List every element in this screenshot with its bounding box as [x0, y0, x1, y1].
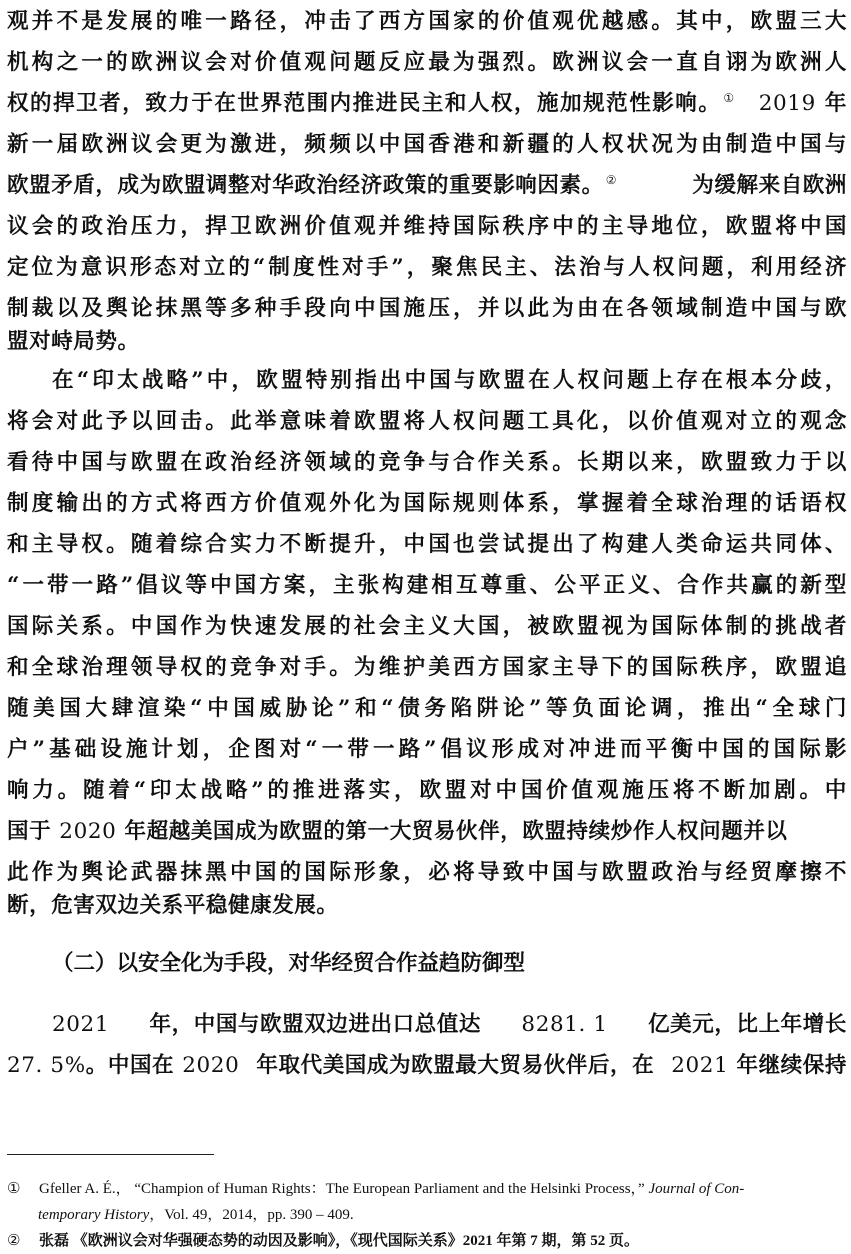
text-line: 和主导权。随着综合实力不断提升，中国也尝试提出了构建人类命运共同体、: [7, 532, 847, 557]
footnote-number: ①: [7, 1181, 21, 1197]
journal-title: Journal of Con-: [648, 1181, 745, 1197]
text-line: 户”基础设施计划，企图对“一带一路”倡议形成对冲进而平衡中国的国际影: [7, 737, 847, 762]
year: 2021: [52, 1012, 110, 1037]
text-segment: 欧盟矛盾，成为欧盟调整对华政治经济政策的重要影响因素。: [7, 173, 604, 198]
text-line: 断，危害双边关系平稳健康发展。: [7, 893, 339, 918]
footnote-1-continuation: [38, 1202, 354, 1228]
text-segment: 为缓解来自欧洲: [692, 173, 847, 198]
year: 2021: [671, 1053, 729, 1078]
footnote-text: ，Vol. 49，2014，pp. 390 – 409.: [149, 1207, 354, 1223]
text-segment: 国于: [7, 819, 52, 844]
text-line: “一带一路”倡议等中国方案，主张构建相互尊重、公平正义、合作共赢的新型: [7, 573, 847, 598]
text-line: 随美国大肆渲染“中国威胁论”和“债务陷阱论”等负面论调，推出“全球门: [7, 696, 847, 721]
text-segment: 权的捍卫者，致力于在世界范围内推进民主和人权，施加规范性影响。: [7, 91, 722, 116]
footnote-ref-2[interactable]: ②: [605, 173, 618, 187]
year: 2020: [182, 1053, 240, 1078]
text-line: [7, 82, 847, 126]
footnote-text: 张磊 《欧洲议会对华强硬态势的动因及影响》，《现代国际关系》2021 年第 7 期，第 52 页。: [39, 1233, 640, 1249]
footnote-number: ②: [7, 1233, 21, 1249]
section-heading: （二）以安全化为手段，对华经贸合作益趋防御型: [52, 951, 526, 976]
year: 2019: [758, 91, 816, 116]
text-line: 在“印太战略”中，欧盟特别指出中国与欧盟在人权问题上存在根本分歧，: [52, 368, 847, 393]
text-line: [7, 1044, 847, 1088]
text-line: 制裁以及舆论抹黑等多种手段向中国施压，并以此为由在各领域制造中国与欧: [7, 296, 847, 321]
growth-percent: 27. 5%: [7, 1053, 86, 1078]
text-line: [7, 164, 847, 208]
text-line: 新一届欧洲议会更为激进，频频以中国香港和新疆的人权状况为由制造中国与: [7, 132, 847, 157]
text-segment: 亿美元，比上年增长: [648, 1012, 847, 1037]
text-line: 盟对峙局势。: [7, 329, 140, 354]
footnote-2: [7, 1228, 847, 1254]
text-line: 将会对此予以回击。此举意味着欧盟将人权问题工具化，以价值观对立的观念: [7, 409, 847, 434]
text-line: 看待中国与欧盟在政治经济领域的竞争与合作关系。长期以来，欧盟致力于以: [7, 450, 847, 475]
text-line: 国际关系。中国作为快速发展的社会主义大国，被欧盟视为国际体制的挑战者: [7, 614, 847, 639]
text-line: 和全球治理领导权的竞争对手。为维护美西方国家主导下的国际秩序，欧盟追: [7, 655, 847, 680]
text-line: 定位为意识形态对立的“制度性对手”，聚焦民主、法治与人权问题，利用经济: [7, 255, 847, 280]
year: 2020: [59, 819, 117, 844]
text-line: 观并不是发展的唯一路径，冲击了西方国家的价值观优越感。其中，欧盟三大: [7, 9, 847, 34]
text-segment: 年取代美国成为欧盟最大贸易伙伴后，在: [256, 1053, 655, 1078]
text-line: [52, 1003, 847, 1047]
trade-value: 8281. 1: [521, 1012, 608, 1037]
footnote-1: [7, 1176, 847, 1202]
text-segment: 年继续保持: [736, 1053, 847, 1078]
footnote-text: Gfeller A. É.， “Champion of Human Rights：The European Parliament and the Helsinki Process，”: [39, 1181, 649, 1197]
footnote-ref-1[interactable]: ①: [723, 91, 736, 105]
footnote-separator: [7, 1154, 214, 1155]
text-line: 此作为舆论武器抹黑中国的国际形象，必将导致中国与欧盟政治与经贸摩擦不: [7, 860, 847, 885]
journal-title: temporary History: [38, 1207, 150, 1223]
text-line: 响力。随着“印太战略”的推进落实，欧盟对中国价值观施压将不断加剧。中: [7, 778, 847, 803]
text-line: 议会的政治压力，捍卫欧洲价值观并维持国际秩序中的主导地位，欧盟将中国: [7, 214, 847, 239]
text-segment: 年: [824, 91, 847, 116]
text-segment: 年，中国与欧盟双边进出口总值达: [149, 1012, 482, 1037]
text-line: [7, 810, 847, 854]
text-segment: 年超越美国成为欧盟的第一大贸易伙伴，欧盟持续炒作人权问题并以: [124, 819, 788, 844]
text-line: 制度输出的方式将西方价值观外化为国际规则体系，掌握着全球治理的话语权: [7, 491, 847, 516]
text-segment: 。中国在: [85, 1053, 175, 1078]
text-line: 机构之一的欧洲议会对价值观问题反应最为强烈。欧洲议会一直自诩为欧洲人: [7, 50, 847, 75]
